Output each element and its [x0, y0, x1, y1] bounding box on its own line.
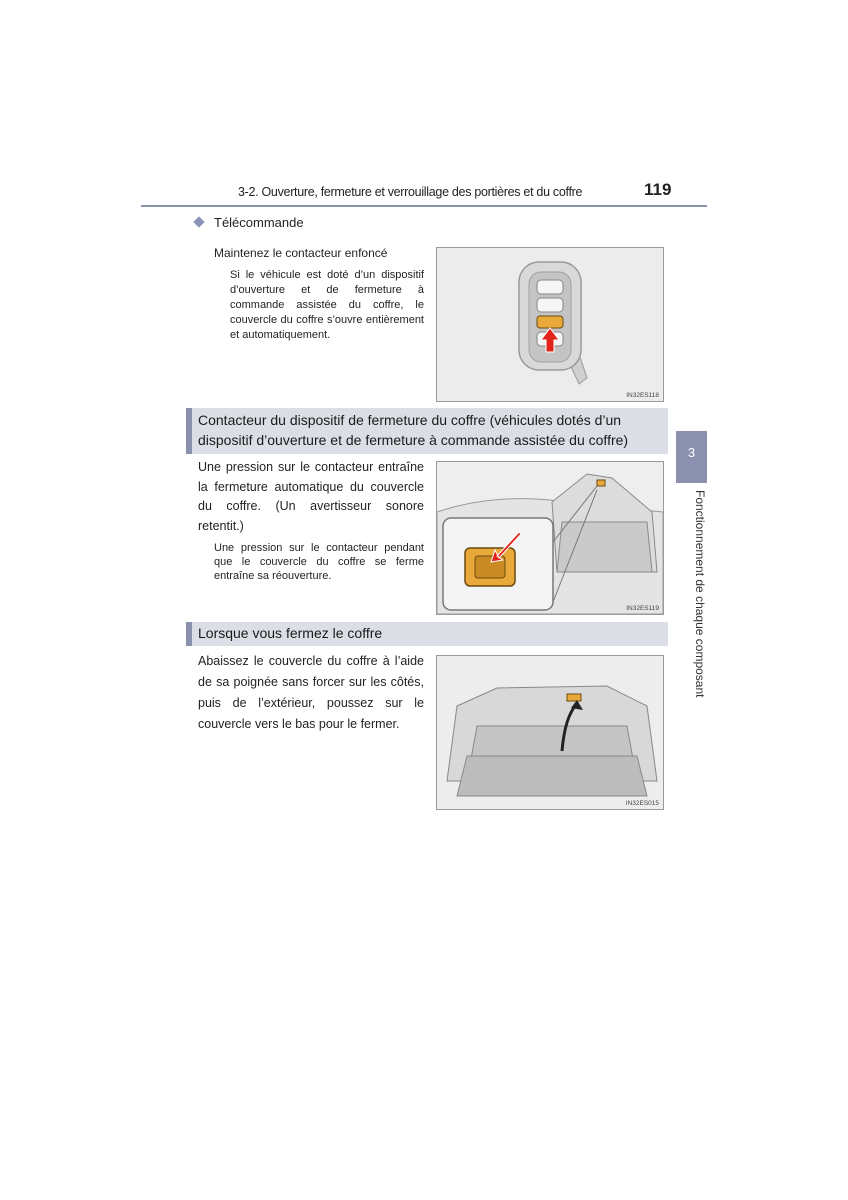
close-switch-note: Une pression sur le contacteur pendant que le couvercle du coffre se ferme entraîne sa réouverture.: [214, 542, 424, 582]
remote-note: Si le véhicule est doté d’un dispositif d’ouverture et de fermeture à commande assistée du coffre, le couvercle du coffre s’ouvre entièrement et automatiquement.: [230, 269, 424, 341]
section-title: Lorsque vous fermez le coffre: [198, 625, 383, 641]
trunk-switch-illustration: [437, 462, 663, 614]
header-rule: [141, 205, 707, 207]
figure-code: IN32ES118: [626, 392, 659, 399]
subsection-heading-remote: Télécommande: [214, 215, 304, 230]
close-switch-body: Une pression sur le contacteur entraîne la fermeture automatique du couvercle du coffre. (Un avertisseur sonore retentit.): [198, 460, 424, 533]
figure-remote-key: [436, 247, 664, 402]
chapter-side-label: Fonctionnement de chaque composant: [693, 490, 707, 698]
section-title-line1: Contacteur du dispositif de fermeture du coffre (véhicules dotés d’un: [198, 412, 622, 428]
section-title-line2: dispositif d’ouverture et de fermeture à commande assistée du coffre): [198, 432, 629, 448]
key-fob-illustration: [437, 248, 663, 401]
diamond-bullet-icon: [193, 216, 204, 227]
section-bar-close-switch: [186, 408, 668, 454]
chapter-tab: 3: [676, 431, 707, 483]
running-header: 3-2. Ouverture, fermeture et verrouillage des portières et du coffre: [238, 185, 583, 199]
section-bar-closing: [186, 622, 668, 646]
figure-code: IN32ES119: [626, 605, 659, 612]
figure-trunk-switch: [436, 461, 664, 615]
closing-body: Abaissez le couvercle du coffre à l’aide de sa poignée sans forcer sur les côtés, puis de l’extérieur, poussez sur le couvercle vers le bas pour le fermer.: [198, 654, 424, 731]
page-number: 119: [644, 180, 672, 199]
closing-trunk-illustration: [437, 656, 663, 809]
remote-instruction: Maintenez le contacteur enfoncé: [214, 246, 388, 260]
figure-code: IN32ES015: [625, 800, 659, 807]
figure-closing-trunk: [436, 655, 664, 810]
